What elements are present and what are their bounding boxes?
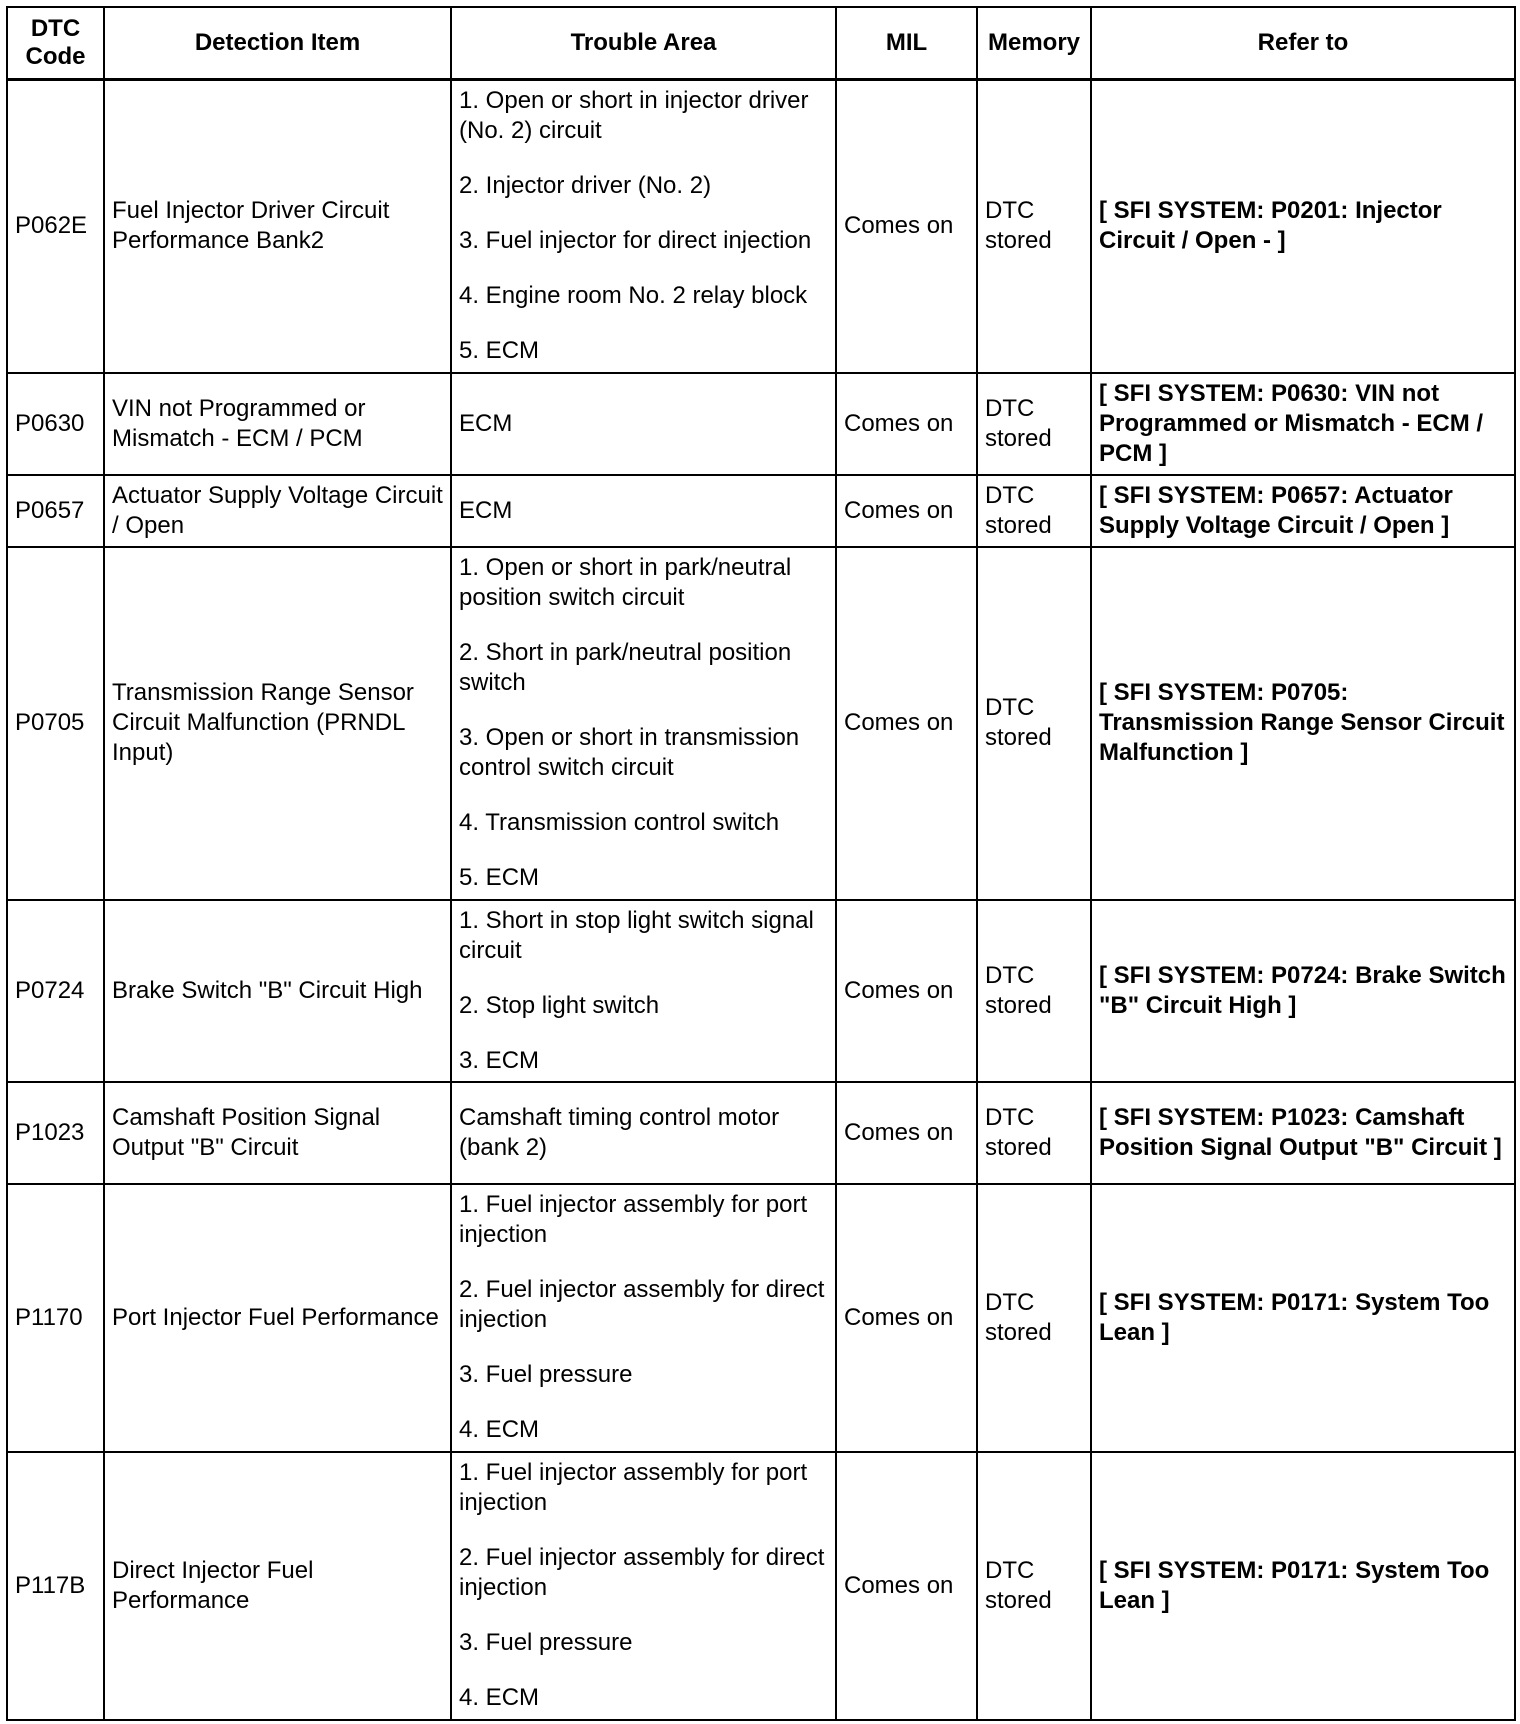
dtc-code-cell: P0657 [7,475,104,547]
table-row [7,1184,1515,1452]
trouble-area-item: 3. Fuel pressure [459,1629,633,1656]
trouble-area-item: 2. Fuel injector assembly for direct injection [459,1544,825,1601]
header-row [7,7,1515,80]
refer-to-cell: [ SFI SYSTEM: P0171: System Too Lean ] [1091,1452,1515,1720]
dtc-code-cell: P0630 [7,373,104,475]
header-detection-item: Detection Item [104,7,451,80]
trouble-area-item: 1. Fuel injector assembly for port injection [459,1459,808,1516]
mil-cell: Comes on [836,900,977,1082]
table-row [7,1082,1515,1184]
header-trouble-area: Trouble Area [451,7,836,80]
memory-cell: DTC stored [977,1082,1091,1184]
header-mil: MIL [836,7,977,80]
memory-cell: DTC stored [977,475,1091,547]
refer-to-cell: [ SFI SYSTEM: P0630: VIN not Programmed or Mismatch - ECM / PCM ] [1091,373,1515,475]
trouble-area-item: ECM [459,496,513,524]
trouble-area-item: Camshaft timing control motor (bank 2) [459,1103,780,1161]
trouble-area-item: 3. Open or short in transmission control switch circuit [459,724,800,781]
trouble-area-item: 5. ECM [459,337,540,365]
mil-cell: Comes on [836,475,977,547]
table-row [7,547,1515,900]
refer-to-cell: [ SFI SYSTEM: P0724: Brake Switch "B" Circuit High ] [1091,900,1515,1082]
detection-item-cell: VIN not Programmed or Mismatch - ECM / PCM [104,373,451,475]
dtc-table [6,6,1516,1721]
trouble-area-item: 1. Fuel injector assembly for port injection [459,1191,808,1248]
header-memory: Memory [977,7,1091,80]
mil-cell: Comes on [836,1082,977,1184]
trouble-area-item: 3. Fuel injector for direct injection [459,227,812,255]
dtc-code-cell: P062E [7,80,104,373]
trouble-area-item: 2. Stop light switch [459,991,660,1019]
table-row [7,373,1515,475]
trouble-area-item: 4. ECM [459,1416,540,1443]
dtc-code-cell: P117B [7,1452,104,1720]
trouble-area-cell [451,475,836,547]
detection-item-cell: Actuator Supply Voltage Circuit / Open [104,475,451,547]
memory-cell: DTC stored [977,80,1091,373]
refer-to-cell: [ SFI SYSTEM: P0705: Transmission Range Sensor Circuit Malfunction ] [1091,547,1515,900]
memory-cell: DTC stored [977,1184,1091,1452]
table-row [7,900,1515,1082]
trouble-area-item: 4. Engine room No. 2 relay block [459,282,808,310]
detection-item-cell: Brake Switch "B" Circuit High [104,900,451,1082]
dtc-code-cell: P0724 [7,900,104,1082]
detection-item-cell: Camshaft Position Signal Output "B" Circuit [104,1082,451,1184]
trouble-area-item: 1. Short in stop light switch signal circuit [459,906,814,964]
dtc-table-body [7,80,1515,1720]
trouble-area-item: 1. Open or short in park/neutral position switch circuit [459,554,792,611]
trouble-area-item: 2. Short in park/neutral position switch [459,639,792,696]
memory-cell: DTC stored [977,547,1091,900]
memory-cell: DTC stored [977,900,1091,1082]
trouble-area-item: 3. ECM [459,1046,540,1074]
mil-cell: Comes on [836,547,977,900]
trouble-area-item: 4. Transmission control switch [459,809,780,836]
trouble-area-cell [451,1082,836,1184]
trouble-area-cell [451,373,836,475]
refer-to-cell: [ SFI SYSTEM: P1023: Camshaft Position Signal Output "B" Circuit ] [1091,1082,1515,1184]
trouble-area-item: 3. Fuel pressure [459,1361,633,1388]
table-row [7,1452,1515,1720]
trouble-area-cell [451,1184,836,1452]
trouble-area-cell [451,80,836,373]
dtc-code-cell: P1023 [7,1082,104,1184]
detection-item-cell: Port Injector Fuel Performance [104,1184,451,1452]
mil-cell: Comes on [836,1184,977,1452]
trouble-area-item: 4. ECM [459,1684,540,1711]
memory-cell: DTC stored [977,373,1091,475]
trouble-area-item: 2. Fuel injector assembly for direct injection [459,1276,825,1333]
trouble-area-cell [451,547,836,900]
mil-cell: Comes on [836,1452,977,1720]
memory-cell: DTC stored [977,1452,1091,1720]
detection-item-cell: Transmission Range Sensor Circuit Malfunction (PRNDL Input) [104,547,451,900]
trouble-area-cell [451,1452,836,1720]
trouble-area-item: 2. Injector driver (No. 2) [459,172,712,200]
mil-cell: Comes on [836,80,977,373]
trouble-area-item: 5. ECM [459,864,540,891]
header-refer-to: Refer to [1091,7,1515,80]
table-row [7,475,1515,547]
table-row [7,80,1515,373]
detection-item-cell: Direct Injector Fuel Performance [104,1452,451,1720]
dtc-code-cell: P0705 [7,547,104,900]
trouble-area-cell [451,900,836,1082]
trouble-area-item: ECM [459,409,513,437]
refer-to-cell: [ SFI SYSTEM: P0171: System Too Lean ] [1091,1184,1515,1452]
refer-to-cell: [ SFI SYSTEM: P0657: Actuator Supply Voltage Circuit / Open ] [1091,475,1515,547]
detection-item-cell: Fuel Injector Driver Circuit Performance Bank2 [104,80,451,373]
dtc-code-cell: P1170 [7,1184,104,1452]
refer-to-cell: [ SFI SYSTEM: P0201: Injector Circuit / Open - ] [1091,80,1515,373]
mil-cell: Comes on [836,373,977,475]
trouble-area-item: 1. Open or short in injector driver (No. 2) circuit [459,87,809,145]
header-dtc-code: DTC Code [7,7,104,80]
